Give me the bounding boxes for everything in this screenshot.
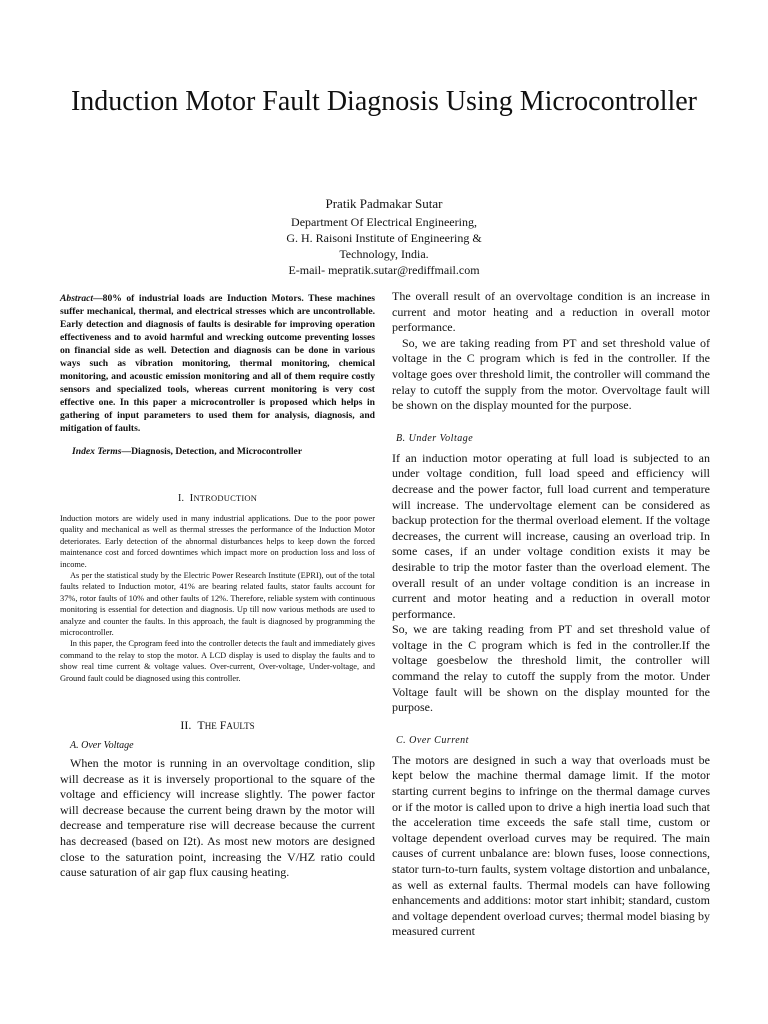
index-terms [60,445,375,458]
author-name: Pratik Padmakar Sutar [325,196,443,211]
paper-title: Induction Motor Fault Diagnosis Using Microcontroller [70,86,698,117]
over-voltage-continued-1: The overall result of an overvoltage condition is an increase in current and motor heating and a reduction in overall motor performance. [392,289,710,335]
heading-rest: HE [204,721,217,732]
heading-initial-2: F [219,718,227,733]
subsection-heading-under-voltage: B. Under Voltage [396,432,474,444]
section-heading-faults [60,718,375,733]
abstract-text: —80% of industrial loads are Induction Motors. These machines suffer mechanical, thermal, and electrical stresses which are uncontrollable. Early detection and diagnosis of faults is desirable for improving operation effectiveness and to avoid harmful and wrecking outcome preventing losses on financial side as well. Detection and diagnosis can be done in various ways such as vibration monitoring, thermal monitoring, chemical monitoring, and acoustic emission monitoring and all of them require costly sensors and specialized tools, whereas current monitoring is very cost effective one. In this paper a microcontroller is proposed which helps in gathering of input parameters to used them for analysis, diagnosis, and mitigation of faults. [60,293,375,434]
under-voltage-paragraph-2: So, we are taking reading from PT and set threshold value of voltage in the C program which is fed in the controller.If the voltage goesbelow the threshold limit, the controller will command the relay to cutoff the supply from the motor. Under Voltage fault will be shown on the display mounted for the purpose. [392,622,710,715]
heading-initial: I [189,492,194,504]
left-column [60,292,375,881]
heading-rest-2: AULTS [226,721,255,732]
author-email: E-mail- mepratik.sutar@rediffmail.com [288,263,480,277]
subsection-heading-over-voltage: A. Over Voltage [70,740,134,752]
section-number: I. [177,493,185,504]
heading-initial: T [197,718,205,733]
index-terms-text: —Diagnosis, Detection, and Microcontroller [121,446,303,457]
over-voltage-continued-2: So, we are taking reading from PT and set threshold value of voltage in the C program which is fed in the controller. If the voltage goes over threshold limit, the controller will command the relay to cutoff the supply from the motor. Overvoltage fault will be shown on the display mounted for the purpose. [392,335,710,413]
affiliation-country: Technology, India. [339,247,429,261]
heading-rest: NTRODUCTION [193,493,258,503]
affiliation-institute: G. H. Raisoni Institute of Engineering & [286,231,482,245]
under-voltage-paragraph-1: If an induction motor operating at full load is subjected to an under voltage condition, full load speed and efficiency will decrease and the power factor, full load current and temperature will increase. The undervoltage element can be considered as backup protection for the thermal overload element. If the voltage decreases, the current will increase, causing an overload trip. In some cases, if an under voltage condition exists it may be desirable to trip the motor faster than the overload element. The overall result of an under voltage condition is an increase in current and motor heating and a reduction in overall motor performance. [392,450,710,621]
intro-paragraph-1: Induction motors are widely used in many industrial applications. Due to the poor power quality and mechanical as well as thermal stresses the performance of the Induction Motor deteriorates. Early detection of the abnormal disturbances helps to keep down the forced maintenance cost and forced downtimes which impact more on production loss and loss of income. [60,514,375,569]
author-affiliation [0,214,768,278]
abstract [60,292,375,435]
index-terms-label: Index Terms [72,446,122,457]
over-current-paragraph: The motors are designed in such a way that overloads must be kept below the machine thermal damage limit. If the motor starting current begins to infringe on the thermal damage curves or if the motor is called upon to drive a high inertia load such that the acceleration time exceeds the safe stall time, custom or voltage dependent overload curves may be required. The main causes of current unbalance are: blown fuses, loose connections, stator turn-to-turn faults, system voltage distortion and unbalance, as well as external faults. Thermal models can have following enhancements and additions: motor start inhibit; standard, custom and voltage dependent overload curves; thermal model biasing by measured current [392,752,710,939]
right-column [392,289,710,940]
intro-paragraph-3: In this paper, the Cprogram feed into the controller detects the fault and immediately gives command to the relay to stop the motor. A LCD display is used to display the faults and to show real time current & voltage values. Over-current, Over-voltage, Under-voltage, and Ground fault could be diagnosed using this controller. [60,639,375,683]
intro-paragraph-2: As per the statistical study by the Electric Power Research Institute (EPRI), out of the total faults related to Induction motor, 41% are bearing related faults, stator faults account for 37%, rotor faults of 10% and other faults of 12%. Therefore, reliable system with continuous monitoring is essential for detection and diagnosis. Up till now various methods are used to analyze and counter the faults. In this approach, the fault is diagnosed by programming the microcontroller. [60,571,375,638]
abstract-label: Abstract [60,293,94,304]
section-heading-introduction [60,492,375,505]
subsection-heading-over-current: C. Over Current [396,734,469,746]
over-voltage-paragraph: When the motor is running in an overvoltage condition, slip will decrease as it is inversely proportional to the square of the voltage and efficiency will increase slightly. The power factor will decrease because the current being drawn by the motor will decrease and temperature rise will decrease because the current has decreased (based on I2t). As most new motors are designed close to the saturation point, increasing the V/HZ ratio could cause saturation of air gap flux causing heating. [60,756,375,880]
affiliation-department: Department Of Electrical Engineering, [291,215,477,229]
section-number: II. [180,718,192,733]
introduction-body [60,513,375,684]
